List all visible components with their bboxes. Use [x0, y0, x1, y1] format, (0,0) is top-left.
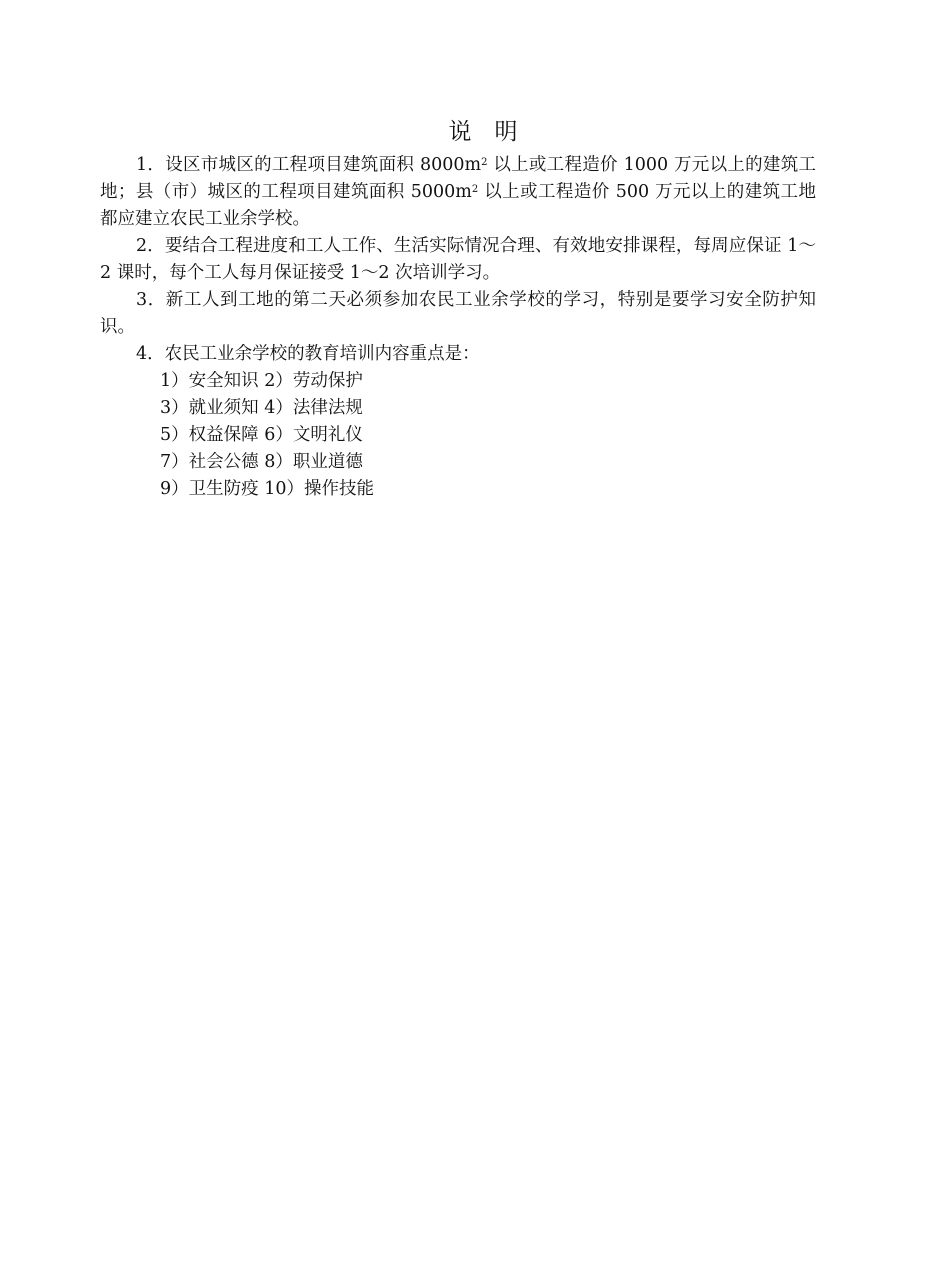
superscript-2: 2 [481, 157, 488, 168]
paragraph-4: 4．农民工业余学校的教育培训内容重点是： [136, 344, 480, 364]
document-body [100, 152, 816, 503]
paragraph-2: 2．要结合工程进度和工人工作、生活实际情况合理、有效地安排课程，每周应保证 1～2 课时，每个工人每月保证接受 1～2 次培训学习。 [100, 236, 816, 283]
topic-line: 1）安全知识 2）劳动保护 [160, 371, 363, 391]
paragraph-1-part-a: 1．设区市城区的工程项目建筑面积 8000m [136, 155, 482, 175]
paragraph-1-part-c: 以上或工程造价 500 万元以上的建筑工地都应建立农民工业余学校。 [100, 182, 816, 229]
paragraph-3: 3．新工人到工地的第二天必须参加农民工业余学校的学习，特别是要学习安全防护知识。 [100, 290, 816, 337]
superscript-2: 2 [471, 184, 479, 195]
paragraph-1 [100, 152, 816, 233]
paragraph-1-part-b: 以上或工程造价 1000 万元以上的建筑工地；县（市）城区的工程项目建筑面积 5000m [100, 155, 816, 202]
topic-line: 7）社会公德 8）职业道德 [160, 452, 363, 472]
topic-line: 9）卫生防疫 10）操作技能 [160, 479, 374, 499]
topic-line: 5）权益保障 6）文明礼仪 [160, 425, 363, 445]
topic-list [100, 368, 816, 503]
document-title: 说 明 [448, 119, 518, 145]
topic-line: 3）就业须知 4）法律法规 [160, 398, 363, 418]
